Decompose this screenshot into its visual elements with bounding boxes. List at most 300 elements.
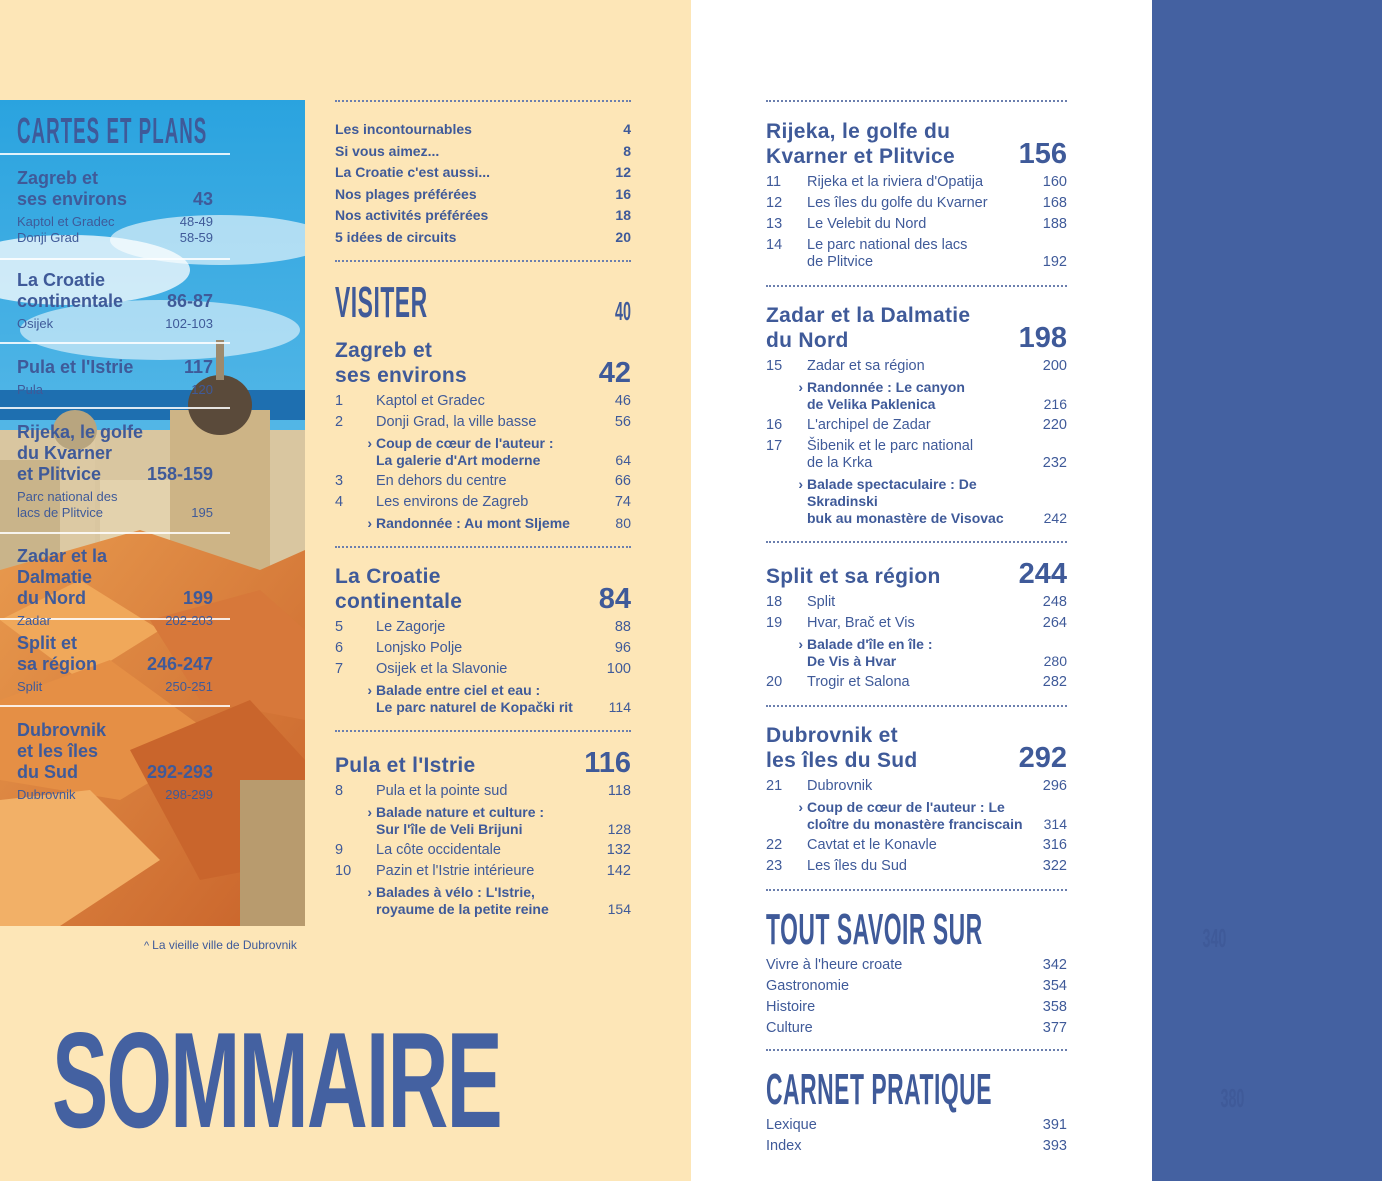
map-sub-list <box>17 316 213 332</box>
chapter-label <box>807 195 1043 212</box>
toc-entry-page: 4 <box>623 121 631 137</box>
chapter-page: 74 <box>614 494 631 510</box>
chapter-label <box>376 661 607 678</box>
chapter-number: 7 <box>335 661 344 677</box>
map-entry-title: Rijeka, le golfe du Kvarner et Plitvice <box>17 422 144 484</box>
section-title <box>766 119 955 169</box>
map-sub-entry <box>17 316 213 332</box>
divider <box>766 541 1067 543</box>
chapter-label-line: Cavtat et le Konavle <box>807 837 937 853</box>
chapter-page: 142 <box>606 863 631 879</box>
chapter-entry <box>766 594 1067 611</box>
divider <box>766 889 1067 891</box>
toc-entry-page: 16 <box>615 185 631 202</box>
toc-entry-label: Les incontournables <box>335 121 472 137</box>
chapter-entry <box>335 619 631 636</box>
map-entry-title: Pula et l'Istrie <box>17 357 134 377</box>
featured-entry-line: Coup de cœur de l'auteur : Le <box>807 799 1005 815</box>
chapter-label <box>807 174 1043 191</box>
chevron-right-icon: › <box>367 884 372 900</box>
toc-entry-page: 377 <box>1042 1020 1067 1036</box>
divider <box>766 1049 1067 1051</box>
toc-entry-page: 354 <box>1042 978 1067 994</box>
featured-entry-page: 114 <box>608 699 631 715</box>
map-sub-entry <box>17 214 213 230</box>
chapter-label <box>376 393 607 410</box>
toc-entry <box>335 162 631 184</box>
featured-entry-line: buk au monastère de Visovac <box>807 510 1004 526</box>
carnet-title: CARNET PRATIQUE <box>766 1065 993 1114</box>
featured-entry-label <box>376 515 607 532</box>
chapter-label-line: Hvar, Brač et Vis <box>807 615 915 631</box>
featured-entry-label <box>376 435 607 469</box>
chapter-label-line: Osijek et la Slavonie <box>376 661 508 677</box>
toc-entry <box>766 978 1067 995</box>
featured-entry-page: 242 <box>1043 510 1067 526</box>
chevron-right-icon: › <box>798 799 803 815</box>
section-title <box>766 723 918 773</box>
toc-entry-page: 12 <box>615 164 631 180</box>
map-sub-title: Donji Grad <box>17 230 80 245</box>
chapter-number: 16 <box>766 417 783 433</box>
chapter-label <box>807 358 1043 375</box>
featured-entry-label <box>807 379 1043 413</box>
chapter-page: 118 <box>607 783 631 799</box>
chapter-number: 19 <box>766 615 783 631</box>
chapter-label-line: Dubrovnik <box>807 778 873 794</box>
toc-entry <box>335 141 631 163</box>
chapter-page: 282 <box>1042 674 1067 690</box>
chevron-right-icon: › <box>367 682 372 698</box>
chapter-label-line: Šibenik et le parc national <box>807 438 974 454</box>
map-entry-title: La Croatie continentale <box>17 270 124 311</box>
chapter-entry <box>335 473 631 490</box>
section-title-line: Kvarner et Plitvice <box>766 145 955 168</box>
tout-savoir-heading <box>766 905 1227 954</box>
section-page: 198 <box>1018 322 1067 354</box>
divider <box>335 546 631 548</box>
divider <box>335 730 631 732</box>
map-sub-list <box>17 679 213 695</box>
divider <box>0 407 230 409</box>
chapter-entry <box>766 237 1067 271</box>
section-page: 292 <box>1018 742 1067 774</box>
toc-entry <box>766 999 1067 1016</box>
map-entry-page: 117 <box>183 357 213 377</box>
map-sub-entry <box>17 489 213 521</box>
map-sub-list <box>17 382 213 398</box>
toc-entry-label: Nos plages préférées <box>335 185 477 202</box>
chapter-page: 296 <box>1042 778 1067 794</box>
sommaire-title: SOMMAIRE <box>52 1004 501 1156</box>
section-entries <box>766 594 1067 691</box>
chapter-label-line: En dehors du centre <box>376 473 507 489</box>
chapter-number: 22 <box>766 837 783 853</box>
section-title-line: La Croatie <box>335 565 441 588</box>
chapter-page: 168 <box>1042 195 1067 211</box>
chapter-label <box>376 494 607 511</box>
section-title <box>335 338 467 388</box>
featured-entry-page: 280 <box>1043 653 1067 669</box>
map-entry-page: 158-159 <box>146 464 213 484</box>
divider <box>0 342 230 344</box>
chapter-page: 248 <box>1042 594 1067 610</box>
toc-entry-label: Si vous aimez... <box>335 142 440 159</box>
toc-entry <box>335 227 631 249</box>
featured-entry-page: 64 <box>615 452 631 468</box>
map-entry-page: 199 <box>182 588 213 608</box>
chevron-right-icon: › <box>367 515 372 531</box>
toc-entry-page: 18 <box>615 207 631 223</box>
map-entry <box>17 720 213 803</box>
toc-entry <box>766 1138 1067 1155</box>
map-sub-page: 58-59 <box>179 230 213 245</box>
map-entry-heading <box>17 422 213 485</box>
section-entries <box>335 393 631 532</box>
map-sub-title: Parc national des lacs de Plitvice <box>17 489 118 520</box>
section-title-line: ses environs <box>335 364 467 387</box>
chapter-label-line: Les environs de Zagreb <box>376 494 529 510</box>
chapter-label-line: Trogir et Salona <box>807 674 910 690</box>
chapter-entry <box>766 195 1067 212</box>
section-entries <box>766 358 1067 527</box>
featured-entry <box>335 682 631 716</box>
chapter-number: 14 <box>766 237 783 253</box>
map-sub-list <box>17 489 213 521</box>
section-heading <box>766 303 1067 353</box>
toc-entry-label: Histoire <box>766 999 816 1015</box>
divider <box>335 260 631 262</box>
map-entry <box>17 168 213 246</box>
toc-entry-label: 5 idées de circuits <box>335 228 457 245</box>
chapter-label-line: Les îles du Sud <box>807 858 907 874</box>
chapter-label-line: L'archipel de Zadar <box>807 417 931 433</box>
featured-entry <box>766 379 1067 413</box>
divider <box>766 705 1067 707</box>
caret-up-icon: ^ <box>144 940 150 952</box>
toc-entry-page: 391 <box>1042 1117 1067 1133</box>
featured-entry-line: De Vis à Hvar <box>807 653 897 669</box>
divider <box>0 153 230 155</box>
chapter-number: 21 <box>766 778 783 794</box>
chapter-label-line: Zadar et sa région <box>807 358 925 374</box>
chapter-entry <box>335 414 631 431</box>
chapter-label-line: Rijeka et la riviera d'Opatija <box>807 174 984 190</box>
chevron-right-icon: › <box>798 476 803 492</box>
chapter-label-line: Lonjsko Polje <box>376 640 463 656</box>
chapter-number: 2 <box>335 414 344 430</box>
featured-entry-label <box>807 636 1043 670</box>
chapter-label-line: de Plitvice <box>807 254 874 270</box>
chapter-number: 23 <box>766 858 783 874</box>
toc-entry-label: Lexique <box>766 1117 817 1133</box>
map-sub-title: Split <box>17 679 43 694</box>
chapter-number: 13 <box>766 216 783 232</box>
toc-entry-page: 20 <box>615 228 631 245</box>
toc-entry <box>766 957 1067 974</box>
toc-entry-label: Culture <box>766 1020 813 1036</box>
chapter-page: 200 <box>1042 358 1067 374</box>
maps-panel <box>1152 0 1382 1181</box>
section-page: 84 <box>598 583 631 615</box>
chapter-entry <box>766 174 1067 191</box>
chapter-label-line: Le parc national des lacs <box>807 237 968 253</box>
featured-entry-line: La galerie d'Art moderne <box>376 452 541 468</box>
chapter-label-line: Le Zagorje <box>376 619 446 635</box>
chapter-label <box>376 473 607 490</box>
toc-entry-label: Vivre à l'heure croate <box>766 957 903 973</box>
featured-entry-line: Balades à vélo : L'Istrie, <box>376 884 535 900</box>
tout-savoir-list <box>766 957 1067 1037</box>
toc-entry-label: Index <box>766 1138 802 1154</box>
chapter-entry <box>335 783 631 800</box>
map-sub-entry <box>17 613 213 629</box>
chapter-label-line: Pula et la pointe sud <box>376 783 508 799</box>
section-title-line: les îles du Sud <box>766 749 918 772</box>
map-sub-entry <box>17 787 213 803</box>
featured-entry-line: Sur l'île de Veli Brijuni <box>376 821 523 837</box>
chapter-label <box>376 842 607 859</box>
section-title <box>335 564 462 614</box>
visiter-title: VISITER <box>335 278 428 327</box>
featured-entry-line: Randonnée : Au mont Sljeme <box>376 515 570 531</box>
chapter-label <box>807 216 1043 233</box>
featured-entry-line: Le parc naturel de Kopački rit <box>376 699 573 715</box>
chapter-number: 11 <box>766 174 782 190</box>
featured-entry-line: Balade entre ciel et eau : <box>376 682 541 698</box>
map-entry-heading <box>17 633 213 675</box>
toc-entry <box>335 184 631 206</box>
col2-sections <box>766 119 1067 875</box>
chapter-number: 6 <box>335 640 344 656</box>
map-sub-entry <box>17 679 213 695</box>
toc-column-2 <box>766 100 1245 1159</box>
tout-savoir-page: 340 <box>1202 923 1227 953</box>
map-sub-list <box>17 787 213 803</box>
featured-entry-page: 216 <box>1043 396 1067 412</box>
photo-caption: ^ La vieille ville de Dubrovnik <box>144 938 297 952</box>
map-entry-heading <box>17 357 213 378</box>
featured-entry-line: Balade nature et culture : <box>376 804 545 820</box>
featured-entry-label <box>807 476 1043 527</box>
map-sub-page: 202-203 <box>165 613 213 628</box>
visiter-page: 40 <box>615 296 631 326</box>
carnet-list <box>766 1117 1067 1155</box>
map-sub-entry <box>17 230 213 246</box>
chapter-label <box>376 619 607 636</box>
chapter-page: 88 <box>614 619 631 635</box>
map-sub-title: Dubrovnik <box>17 787 76 802</box>
section-heading <box>766 559 1067 589</box>
chapter-page: 96 <box>614 640 631 656</box>
featured-entry-page: 154 <box>607 901 631 917</box>
chapter-page: 322 <box>1042 858 1067 874</box>
chapter-entry <box>766 615 1067 632</box>
map-entry <box>17 546 213 629</box>
carnet-heading <box>766 1065 1245 1114</box>
featured-entry <box>335 435 631 469</box>
chapter-label <box>807 837 1043 854</box>
map-sub-list <box>17 214 213 246</box>
carnet-page: 380 <box>1220 1083 1245 1113</box>
section-page: 42 <box>598 357 631 389</box>
section-entries <box>335 783 631 918</box>
featured-entry <box>766 636 1067 670</box>
featured-entry <box>335 515 631 532</box>
section-title-line: Zagreb et <box>335 339 433 362</box>
chapter-number: 18 <box>766 594 783 610</box>
chapter-entry <box>766 674 1067 691</box>
featured-entry-line: Coup de cœur de l'auteur : <box>376 435 554 451</box>
map-entry <box>17 633 213 695</box>
map-sub-list <box>17 613 213 629</box>
map-sub-page: 250-251 <box>165 679 213 694</box>
chapter-number: 20 <box>766 674 783 690</box>
map-entry-title: Zagreb et ses environs <box>17 168 128 209</box>
chapter-page: 316 <box>1042 837 1067 853</box>
chapter-number: 9 <box>335 842 344 858</box>
section-heading <box>335 338 631 388</box>
chapter-label <box>807 858 1043 875</box>
chapter-label-line: Les îles du golfe du Kvarner <box>807 195 988 211</box>
map-sub-entry <box>17 382 213 398</box>
chapter-entry <box>766 358 1067 375</box>
chapter-label <box>807 674 1043 691</box>
section-entries <box>335 619 631 716</box>
section-title-line: continentale <box>335 590 463 613</box>
divider <box>335 100 631 102</box>
toc-column-1 <box>335 100 631 921</box>
map-sub-title: Kaptol et Gradec <box>17 214 115 229</box>
section-page: 116 <box>584 747 631 779</box>
map-entry <box>17 422 213 521</box>
section-title-line: Split et sa région <box>766 565 941 588</box>
toc-entry <box>766 1020 1067 1037</box>
section-title <box>766 564 941 589</box>
chapter-label <box>807 594 1043 611</box>
chapter-page: 132 <box>606 842 631 858</box>
map-entry <box>17 270 213 332</box>
chapter-number: 1 <box>335 393 344 409</box>
chapter-number: 12 <box>766 195 783 211</box>
featured-entry-page: 80 <box>615 515 631 531</box>
chapter-entry <box>766 858 1067 875</box>
toc-entry <box>766 1117 1067 1134</box>
cartes-title: CARTES ET PLANS <box>17 110 208 151</box>
toc-entry-page: 358 <box>1042 999 1067 1015</box>
map-sub-page: 298-299 <box>165 787 213 802</box>
section-heading <box>335 564 631 614</box>
chapter-page: 220 <box>1042 417 1067 433</box>
section-title-line: Rijeka, le golfe du <box>766 120 951 143</box>
toc-entry-page: 8 <box>623 142 631 159</box>
map-entry-page: 292-293 <box>146 762 213 782</box>
divider <box>766 100 1067 102</box>
section-title-line: Dubrovnik et <box>766 724 898 747</box>
chapter-entry <box>335 863 631 880</box>
section-page: 244 <box>1018 558 1067 590</box>
chapter-entry <box>335 661 631 678</box>
featured-entry-line: cloître du monastère franciscain <box>807 816 1023 832</box>
chapter-label-line: La côte occidentale <box>376 842 501 858</box>
toc-entry <box>335 205 631 227</box>
chapter-page: 56 <box>614 414 631 430</box>
map-entry <box>17 357 213 398</box>
featured-entry <box>766 799 1067 833</box>
chapter-page: 192 <box>1042 254 1067 270</box>
chapter-entry <box>335 640 631 657</box>
chapter-entry <box>335 842 631 859</box>
map-entry-page: 43 <box>192 189 213 209</box>
map-entry-title: Split et sa région <box>17 633 98 674</box>
chapter-label-line: Le Velebit du Nord <box>807 216 927 232</box>
map-sub-page: 120 <box>191 382 213 397</box>
chapter-number: 15 <box>766 358 783 374</box>
chapter-entry <box>766 417 1067 434</box>
chapter-label <box>807 417 1043 434</box>
toc-entry-label: Nos activités préférées <box>335 207 489 223</box>
chevron-right-icon: › <box>798 379 803 395</box>
chapter-label <box>376 414 607 431</box>
divider <box>0 705 230 707</box>
map-sub-page: 195 <box>191 505 213 520</box>
chapter-number: 5 <box>335 619 344 635</box>
toc-entry-page: 393 <box>1042 1138 1067 1154</box>
chapter-entry <box>335 494 631 511</box>
section-title <box>335 753 476 778</box>
featured-entry <box>766 476 1067 527</box>
section-title-line: Zadar et la Dalmatie <box>766 304 971 327</box>
featured-entry-page: 314 <box>1043 816 1067 832</box>
map-entry-page: 86-87 <box>166 291 213 311</box>
chapter-page: 100 <box>606 661 631 677</box>
chapter-label <box>807 438 1043 472</box>
tout-savoir-title: TOUT SAVOIR SUR <box>766 905 983 954</box>
chapter-entry <box>766 438 1067 472</box>
map-sub-page: 48-49 <box>179 214 213 229</box>
section-heading <box>766 119 1067 169</box>
toc-entry-label: La Croatie c'est aussi... <box>335 164 491 180</box>
featured-entry-label <box>376 804 607 838</box>
map-entry-heading <box>17 168 213 210</box>
map-entry-title: Zadar et la Dalmatie du Nord <box>17 546 108 608</box>
featured-entry-label <box>376 682 607 716</box>
map-entry-heading <box>17 546 213 609</box>
map-sub-title: Osijek <box>17 316 54 331</box>
toc-entry-page: 342 <box>1042 957 1067 973</box>
map-sub-title: Zadar <box>17 613 51 628</box>
chapter-page: 160 <box>1042 174 1067 190</box>
chevron-right-icon: › <box>798 636 803 652</box>
chapter-label-line: Kaptol et Gradec <box>376 393 485 409</box>
map-entry-heading <box>17 270 213 312</box>
chapter-number: 8 <box>335 783 344 799</box>
featured-entry-line: Balade spectaculaire : De Skradinski <box>807 476 977 509</box>
chapter-label <box>807 778 1043 795</box>
chapter-number: 3 <box>335 473 344 489</box>
featured-entry-label <box>376 884 607 918</box>
chapter-page: 66 <box>614 473 631 489</box>
chapter-page: 46 <box>614 393 631 409</box>
featured-entry <box>335 804 631 838</box>
section-page: 156 <box>1018 138 1067 170</box>
toc-entry <box>335 119 631 141</box>
chapter-page: 188 <box>1042 216 1067 232</box>
section-heading <box>766 723 1067 773</box>
chapter-label-line: Split <box>807 594 836 610</box>
section-title <box>766 303 970 353</box>
chapter-label <box>376 640 607 657</box>
